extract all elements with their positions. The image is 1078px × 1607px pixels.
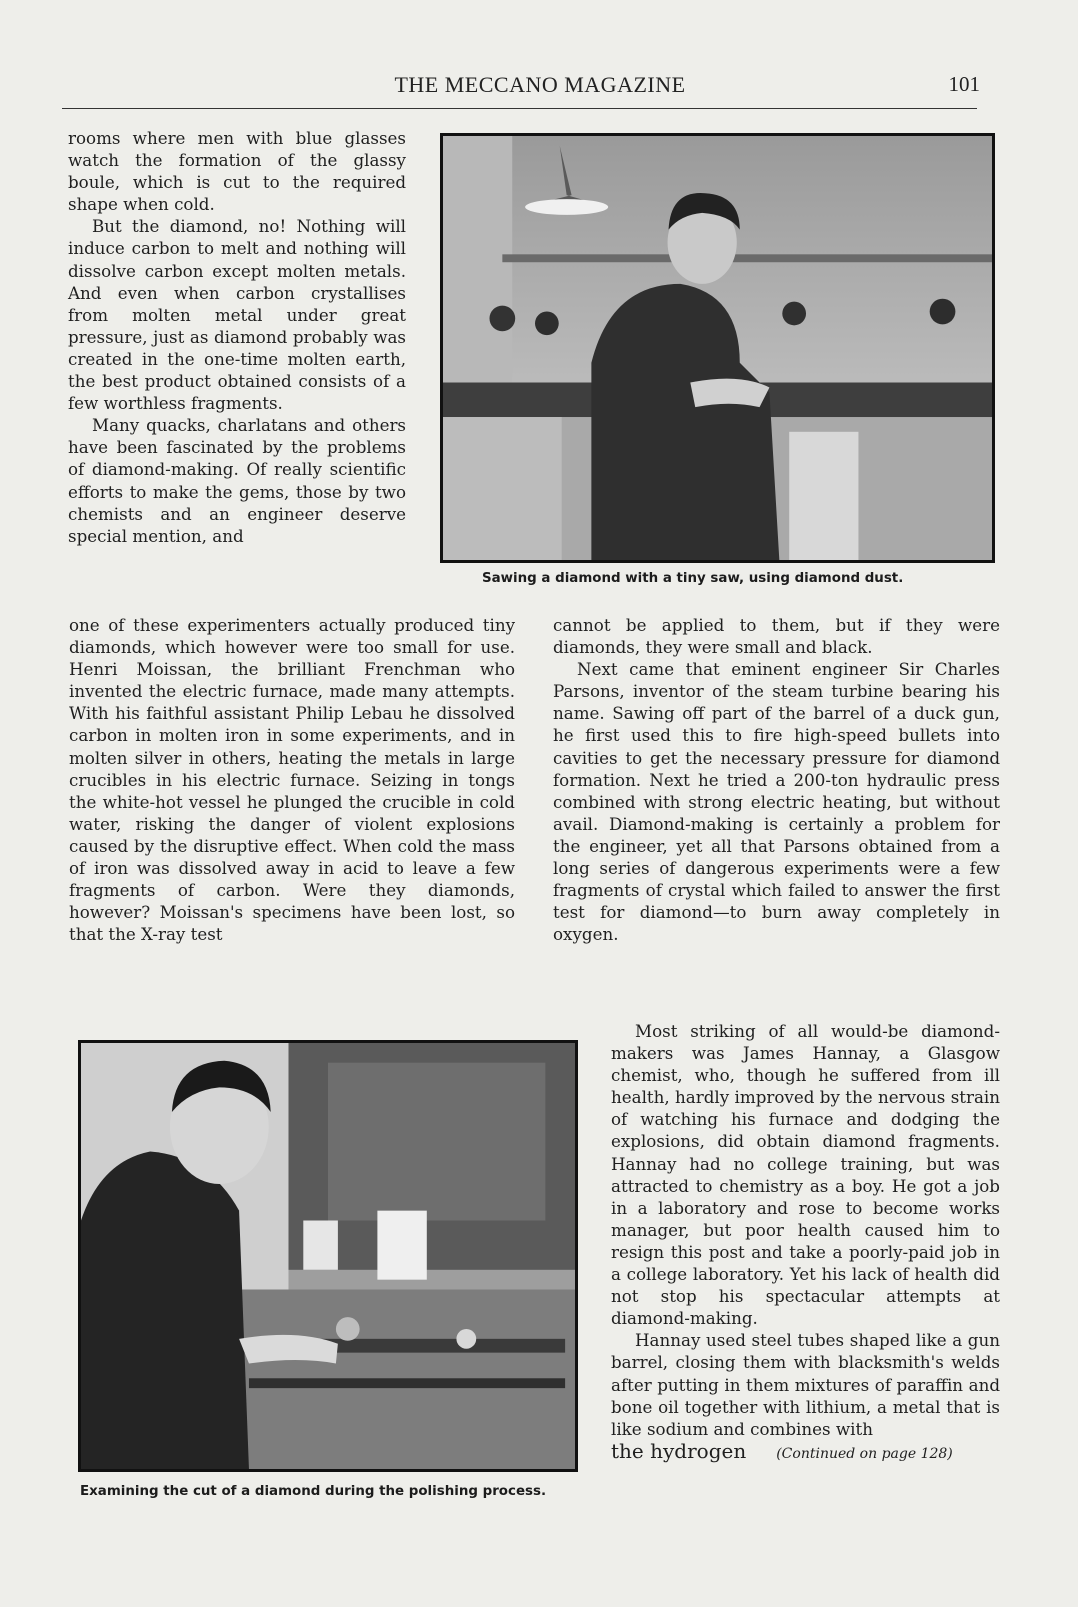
caption-top: Sawing a diamond with a tiny saw, using diamond dust. [482,571,904,586]
paragraph: one of these experimenters actually produced tiny diamonds, which however were too small for use. Henri Moissan, the brilliant Frenchman who invented the electric furnace, made many attempts. With his faithful assistant Philip Lebau he dissolved carbon in molten iron in some experiments, and in molten silver in others, heating the metals in large crucibles in his electric furnace. Seizing in tongs the white-hot vessel he plunged the crucible in cold water, risking the danger of violent explosions caused by the disruptive effect. When cold the mass of iron was dissolved away in acid to leave a few fragments of carbon. Were they diamonds, however? Moissan's specimens have been lost, so that the X-ray test [69,615,515,945]
photo-sawing-diamond-image [443,136,992,560]
paragraph: Hannay used steel tubes shaped like a gun barrel, closing them with blacksmith's welds after putting in them mixtures of paraffin and bone oil together with lithium, a metal that is like sodium and combines with [611,1330,1000,1439]
photo-examining-diamond-image [81,1043,575,1469]
paragraph: Next came that eminent engineer Sir Charles Parsons, inventor of the steam turbine bearing his name. Sawing off part of the barrel of a duck gun, he first used this to fire high-speed bullets into cavities to get the necessary pressure for diamond formation. Next he tried a 200-ton hydraulic press combined with strong electric heating, but without avail. Diamond-making is certainly a problem for the engineer, yet all that Parsons obtained from a long series of dangerous experiments were a few fragments of crystal which failed to answer the first test for diamond—to burn away completely in oxygen. [553,659,1000,945]
caption-bottom: Examining the cut of a diamond during the polishing process. [80,1484,547,1499]
magazine-title: THE MECCANO MAGAZINE [394,72,686,97]
paragraph: But the diamond, no! Nothing will induce carbon to melt and nothing will dissolve carbon except molten metals. And even when carbon crystallises from molten metal under great pressure, just as diamond probably was created in the one-time molten earth, the best product obtained consists of a few worthless fragments. [68,216,406,414]
article-column-narrow [68,127,406,547]
photo-examining-diamond [78,1040,578,1472]
paragraph: Many quacks, charlatans and others have been fascinated by the problems of diamond-making. Of really scientific efforts to make the gems, those by two chemists and an engineer deserve special mention, and [68,415,406,546]
photo-sawing-diamond [440,133,995,563]
paragraph: cannot be applied to them, but if they were diamonds, they were small and black. [553,615,1000,658]
last-line-text: the hydrogen [611,1438,747,1463]
header-rule [62,108,977,109]
article-column-bottom-right [611,1020,1000,1465]
paragraph: Most striking of all would-be diamond-makers was James Hannay, a Glasgow chemist, who, though he suffered from ill health, hardly improved by the nervous strain of watching his furnace and dodging the explosions, did obtain diamond fragments. Hannay had no college training, but was attracted to chemistry as a boy. He got a job in a laboratory and rose to become works manager, but poor health caused him to resign this post and take a poorly-paid job in a college laboratory. Yet his lack of health did not stop his spectacular attempts at diamond-making. [611,1021,1000,1329]
page-number: 101 [948,72,980,96]
last-line [611,1440,1000,1465]
article-column-right [553,614,1000,945]
paragraph: rooms where men with blue glasses watch the formation of the glassy boule, which is cut to the required shape when cold. [68,128,406,215]
continued-note: (Continued on page 128) [776,1445,953,1462]
article-column-left [69,614,515,945]
